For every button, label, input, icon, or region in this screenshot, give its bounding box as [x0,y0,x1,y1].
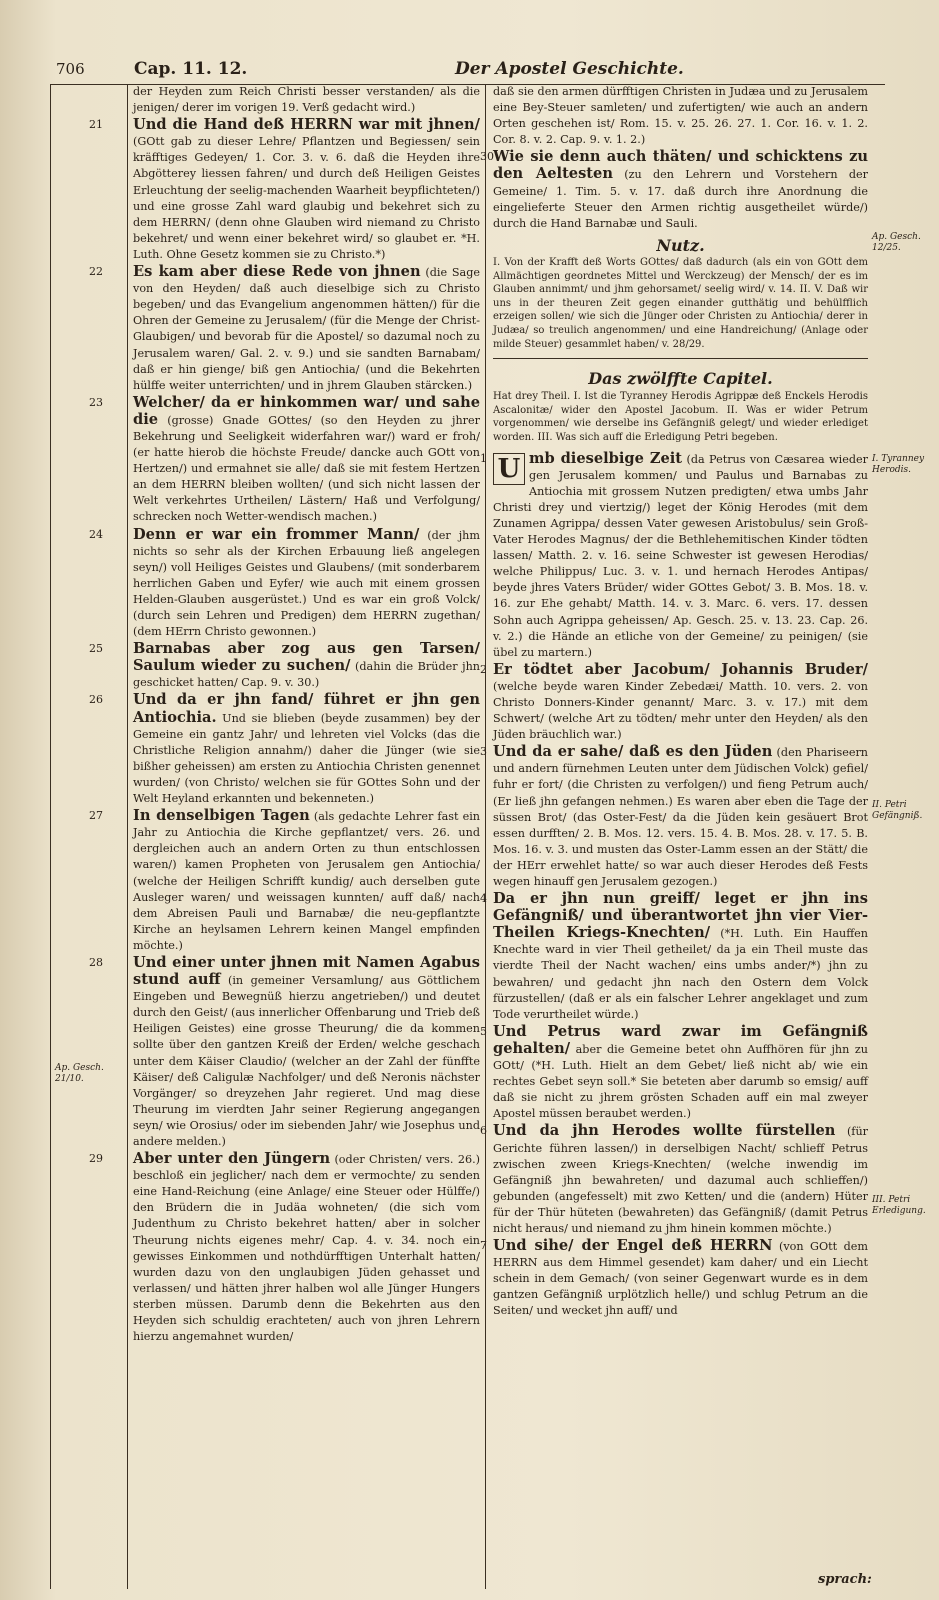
nutz-title: Nutz. [656,235,705,255]
margin-rule [127,84,128,1589]
verse-number: 22 [89,265,103,279]
verse-number: 4 [480,892,487,906]
verse-lead-text: Und sihe/ der Engel deß HERRN [493,1237,773,1255]
verse [89,691,480,807]
verse-number: 30 [480,150,494,164]
verse [480,660,868,743]
left-text-column [89,84,481,1594]
verse-body-text: (grosse) Gnade GOttes/ (so den Heyden zu jhrer Bekehrung und Seeligkeit widerfahren war/) ward er froh/ (er hatte hierob die höchste Freude/ dancke auch GOtt von Hertzen/) und ermahnet sie alle/ daß sie mit festem Hertzen an dem HERRN bleiben wollten/ (und sich nicht lassen der Welt verkehrtes Urtheilen/ Lästern/ Haß und Verfolgung/ schrecken noch Wetter-wendisch machen.) [133,413,480,524]
verse-body-text: (die Sage von den Heyden/ daß auch dieselbige sich zu Christo begeben/ und das Evangelium angenommen hätten/) für die Ohren der Gemeine zu Jerusalem/ (für die Menge der Christ-Glaubigen/ und bevorab für die Apostel/ so dazumal noch zu Jerusalem waren/ Gal. 2. v. 9.) und sie sandten Barnabam/ daß er hin gienge/ biß gen Antiochia/ (und die Bekehrten hülffe weiter unterrichten/ und in jhrem Glauben stärcken.) [133,266,480,392]
verse-number: 21 [89,118,103,132]
chapter-summary: Hat drey Theil. I. Ist die Tyranney Herodis Agrippæ deß Enckels Herodis Ascalonitæ/ wider den Apostel Jacobum. II. Was er wider Petrum vorgenommen/ wie derselbe ins Gefängniß gelegt/ und wieder erlediget worden. III. Was sich auff die Erledigung Petri begeben. [493,391,868,443]
verse-number: 26 [89,693,103,707]
verse-body-text: daß sie den armen dürfftigen Christen in Judæa und zu Jerusalem eine Bey-Steuer samleten/ und zufertigten/ wie auch an andern Orten geschehen ist/ Rom. 15. v. 25. 26. 27. 1. Cor. 16. v. 1. 2. Cor. 8. v. 2. Cap. 9. v. 1. 2.) [493,85,868,147]
verse-lead-text: Und Petrus ward zwar im Gefängniß gehalten/ [493,1022,868,1057]
verse [89,393,480,526]
verse [480,890,869,1023]
verse [89,525,480,641]
verse-body-text: (der jhm nichts so sehr als der Kirchen Erbauung ließ angelegen seyn/) voll Heiliges Geistes und Glaubens/ (mit sonderbarem herrlichen Gaben und Eyfer/ wie auch mit einem grossen Helden-Glauben ausgerüstet.) Und es war ein groß Volck/ (durch sein Lehren und Predigen) dem HERRN zugethan/ (dem HErrn Christo gewonnen.) [133,528,480,639]
verse-number: 28 [89,955,103,969]
verse-number: 23 [89,395,103,409]
verse-lead-text: Und da jhn Herodes wollte fürstellen [493,1122,836,1140]
right-margin-note-4: III. Petri Erledigung. [872,1195,926,1216]
drop-capital: U [493,453,525,485]
verse [480,1022,868,1123]
verse [480,1122,868,1237]
page-number: 706 [56,60,85,78]
right-margin-note-2: I. Tyranney Herodis. [872,454,925,475]
verse-lead-text: Und einer unter jhnen mit Namen Agabus stund auff [133,953,480,989]
verse-body-text: (*H. Luth. Ein Hauffen Knechte ward in vier Theil getheilet/ da ja ein Theil muste das vierdte Theil der Nacht wachen/ eins umbs ander/*) jhn zu bewahren/ und gedacht jhn nach den Ostern dem Volck fürzustellen/ (daß er als ein falscher Lehrer angeklaget und zum Tode verurtheilet würde.) [493,927,869,1021]
verse-lead-text: Aber unter den Jüngern [133,1150,331,1168]
verse-number: 27 [89,809,103,823]
verse-lead-text: Und da er sahe/ daß es den Jüden [493,743,773,761]
verse-body-text: (als gedachte Lehrer fast ein Jahr zu Antiochia die Kirche gepflantzet/ vers. 26. und dergleichen auch an andern Orten zu thun entschlossen waren/) kamen Propheten von Jerusalem gen Antiochia/ (welche der Heiligen Schrifft kundig/ auch derselben gute Ausleger waren/ und weissagen kunnten/ auff daß/ nach dem Abreisen Pauli und Barnabæ/ die neu-gepflantzte Kirche an heylsamen Lehrern keinen Mangel empfinden möchte.) [133,810,481,952]
right-margin-note-1: Ap. Gesch. 12/25. [872,232,921,253]
verse-body-text: (GOtt gab zu dieser Lehre/ Pflantzen und Begiessen/ sein kräfftiges Gedeyen/ 1. Cor. 3. v. 6. daß die Heyden ihre Abgötterey liessen fahren/ und durch deß Heiligen Geistes Erleuchtung der seelig-machenden Waarheit beypflichteten/) und eine grosse Zahl ward glaubig und bekehret sich zu dem HERRN/ (denn ohne Glauben wird niemand zu Christo bekehret/ und wenn einer bekehret wird/ so glaubet er. *H. Luth. Ohne Gesetz kommen sie zu Christo.*) [133,135,480,261]
verse-body-text: der Heyden zum Reich Christi besser verstanden/ als die jenigen/ derer im vorigen 19. Verß gedacht wird.) [133,85,480,115]
verse [89,1150,480,1345]
verse-number: 1 [480,451,487,465]
outer-rule [50,84,51,1589]
verse [133,84,480,116]
verse-body-text: (von GOtt dem HERRN aus dem Himmel gesendet) kam daher/ und ein Liecht schein in dem Gemach/ (von seiner Gegenwart wurde es in dem gantzen Gefängniß urplötzlich helle/) und schlug Petrum an die Seiten/ und wecket jhn auff/ und [493,1240,868,1318]
page-header [50,58,885,85]
verse-number: 6 [480,1124,487,1138]
catchword: sprach: [818,1572,872,1587]
nutz-section [493,235,868,359]
verse-body-text: (zu den Lehrern und Vorstehern der Gemeine/ 1. Tim. 5. v. 17. daß durch ihre Anordnung die eingelieferte Steuer den Armen richtig ausgetheilet würde/) durch die Hand Barnabæ und Sauli. [493,168,868,230]
verse-number: 3 [480,745,487,759]
verse-lead-text: Wie sie denn auch thäten/ und schicktens zu den Aeltesten [493,148,868,183]
chapter-reference: Cap. 11. 12. [134,59,248,79]
verse [89,640,480,691]
verse [89,953,481,1150]
verse-number: 2 [480,662,487,676]
verse-body-text: (da Petrus von Cæsarea wieder gen Jerusalem kommen/ und Paulus und Barnabas zu Antiochia mit grossem Nutzen predigten/ etwa umbs Jahr Christi drey und viertzig/) leget der König Herodes (mit dem Zunamen Agrippa/ dessen Vater gewesen Aristobulus/ sein Groß-Vater Herodes Magnus/ der die Bethlehemitischen Kinder tödten lassen/ Matth. 2. v. 16. seine Schwester ist gewesen Herodias/ welche Philippus/ Luc. 3. v. 1. und hernach Herodes Antipas/ beyde jhres Vaters Brüder/ wider GOttes Gebot/ 3. B. Mos. 18. v. 16. zur Ehe gehabt/ Matth. 14. v. 3. Marc. 6. vers. 17. dessen Sohn auch Agrippa geheissen/ Ap. Gesch. 25. v. 13. 23. Cap. 26. v. 2.) die Hände an etliche von der Gemeine/ zu peinigen/ (sie übel zu martern.) [493,452,868,659]
verse-body-text: (dahin die Brüder jhn geschicket hatten/ Cap. 9. v. 30.) [133,660,480,690]
verse-lead-text: Er tödtet aber Jacobum/ Johannis Bruder/ [493,660,868,678]
nutz-text: I. Von der Krafft deß Worts GOttes/ daß dadurch (als ein von GOtt dem Allmächtigen geordnetes Mittel und Werckzeug) der Mensch/ der es im Glauben annimmt/ und jhm gehorsamet/ seelig wird/ v. 14. II. V. Daß wir uns in der theuren Zeit gegen einander gutthätig und behülfflich erzeigen sollen/ wie sich die Jünger oder Christen zu Antiochia/ derer in Judæa/ so treulich angenommen/ und eine Handreichung/ (Anlage oder milde Steuer) gesammlet haben/ v. 28/29. [493,256,868,350]
verse [89,116,480,263]
verse-body-text: (für Gerichte führen lassen/) in derselbigen Nacht/ schlieff Petrus zwischen zween Kriegs-Knechten/ (welche inwendig im Gefängniß jhn bewahreten/ und dazumal auch schlieffen/) gebunden (angefesselt) mit zwo Ketten/ und die (andern) Hüter für der Thür hüteten (bewahreten) das Gefängniß/ (damit Petrus nicht heraus/ und niemand zu jhm hinein kommen möchte.) [493,1125,868,1235]
verse-body-text: (den Phariseern und andern fürnehmen Leuten unter dem Jüdischen Volck) gefiel/ fuhr er fort/ (die Christen zu verfolgen/) und fieng Petrum auch/ (Er ließ jhn gefangen nehmen.) Es waren aber eben die Tage der süssen Brot/ (das Oster-Fest/ da die Jüden kein gesäuert Brot essen durfften/ 2. B. Mos. 12. vers. 15. 4. B. Mos. 28. v. 17. 5. B. Mos. 16. v. 3. und musten das Oster-Lamm essen an der Stätt/ die der HErr erwehlet hatte/ so war auch dieser Herodes deß Fests wegen hinauff gen Jerusalem gezogen.) [493,746,868,888]
verse-number: 7 [480,1239,487,1253]
verse [89,263,480,394]
right-text-column [480,84,869,1594]
running-title: Der Apostel Geschichte. [455,59,684,79]
left-margin-note: Ap. Gesch. 21/10. [55,1063,104,1084]
verse-lead-text: mb dieselbige Zeit [529,449,683,467]
verse-lead-text: In denselbigen Tagen [133,807,310,825]
verse-lead-text: Und die Hand deß HERRN war mit jhnen/ [133,116,480,134]
verse-lead-text: Welcher/ da er hinkommen war/ und sahe die [133,393,480,428]
verse-lead-text: Denn er war ein frommer Mann/ [133,525,420,543]
verse-body-text: aber die Gemeine betet ohn Auffhören für jhn zu GOtt/ (*H. Luth. Hielt an dem Gebet/ ließ nicht ab/ wie ein rechtes Gebet seyn soll.* Sie beteten aber darumb so emsig/ auff daß sie nicht zu jhrem grösten Schaden auff ein mal zweyer Apostel müssen beraubet werden.) [493,1042,868,1121]
right-margin-note-3: II. Petri Gefängniß. [872,800,923,821]
verse [480,148,868,231]
verse-number: 24 [89,527,103,541]
verse-lead-text: Und da er jhn fand/ führet er jhn gen Antiochia. [133,691,480,726]
verse-lead-text: Da er jhn nun greiff/ leget er jhn ins Gefängniß/ und überantwortet jhn vier Vier-Theilen Kriegs-Knechten/ [493,890,868,942]
verse [480,743,868,890]
verse-number: 29 [89,1152,103,1166]
verse-body-text: (welche beyde waren Kinder Zebedæi/ Matth. 10. vers. 2. von Christo Donners-Kinder genannt/ Marc. 3. v. 17.) mit dem Schwert/ (welche Art zu tödten/ mehr unter den Heyden/ als den Jüden bräuchlich war.) [493,679,868,742]
verse-body-text: (in gemeiner Versamlung/ aus Göttlichem Eingeben und Bewegnüß hierzu angetrieben/) und deutet durch den Geist/ (aus innerlicher Offenbarung und Trieb deß Heiligen Geistes) eine grosse Theurung/ die da kommen sollte über den gantzen Kreiß der Erden/ welche geschach unter dem Käiser Claudio/ (welcher an der Zahl der fünffte Käiser/ deß Caligulæ Nachfolger/ und deß Neronis nächster Vorgänger/ so dreyzehen Jahr regieret. Und mag diese Theurung im vierdten Jahr seiner Regierung angegangen seyn/ wie Orosius/ oder im siebenden Jahr/ wie Josephus und andere melden.) [133,974,481,1148]
verse [480,449,868,661]
chapter-title: Das zwölffte Capitel. [588,369,773,389]
verse [89,807,481,954]
verse-body-text: Und sie blieben (beyde zusammen) bey der Gemeine ein gantz Jahr/ und lehreten viel Volcks (das die Christliche Religion annahm/) daher die Jünger (wie sie bißher geheissen) am ersten zu Antiochia Christen genennet wurden/ (von Christo/ welchen sie für GOttes Sohn und der Welt Heyland erkannten und bekenneten.) [133,711,480,806]
verse [480,1237,868,1319]
verse-lead-text: Es kam aber diese Rede von jhnen [133,263,421,281]
verse-lead-text: Barnabas aber zog aus gen Tarsen/ Saulum wieder zu suchen/ [133,640,480,675]
column-rule [485,84,486,1589]
verse-number: 25 [89,642,103,656]
verse [493,84,868,148]
verse-body-text: (oder Christen/ vers. 26.) beschloß ein jeglicher/ nach dem er vermochte/ zu senden eine Hand-Reichung (eine Anlage/ eine Steuer oder Hülffe/) den Brüdern die in Judäa wohneten/ (die sich vom Judenthum zu Christo bekehret hatten/ aber in solcher Theurung nichts eigenes mehr/ Cap. 4. v. 34. noch ein gewisses Einkommen und nothdürfftigen Unterhalt hatten/ wurden dazu von den unglaubigen Jüden gehasset und verlassen/ und hätten jhrer halben wol alle Jünger Hungers sterben müssen. Darumb denn die Bekehrten aus den Heyden sich schuldig erachteten/ auch von jhren Lehrern hierzu angemahnet wurden/ [133,1153,480,1344]
verse-number: 5 [480,1024,487,1038]
